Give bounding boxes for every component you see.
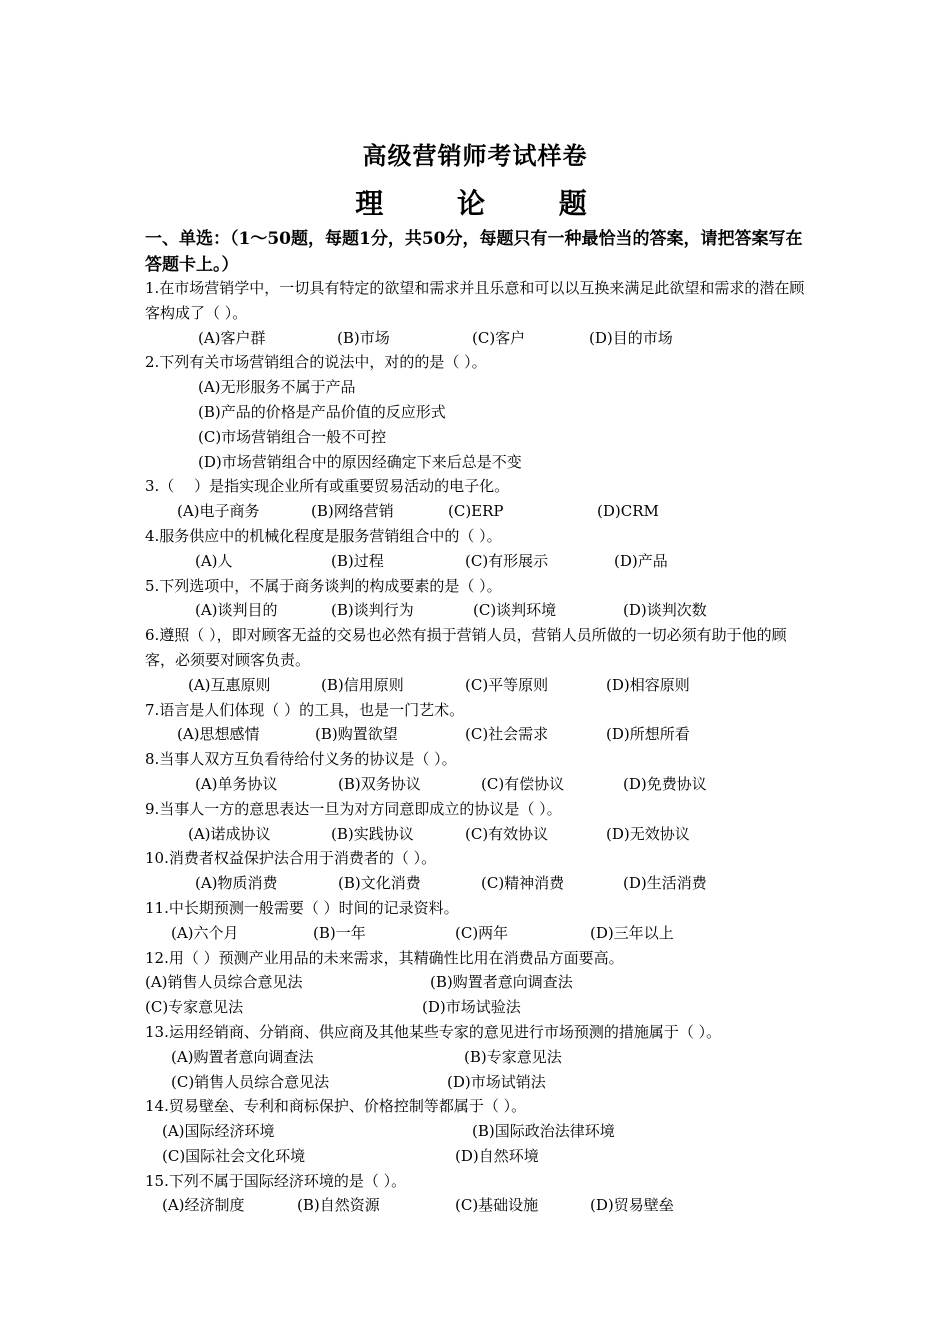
option: (A)电子商务: [177, 502, 260, 521]
option: (D)谈判次数: [623, 601, 707, 620]
option: (C)两年: [455, 923, 509, 942]
option: (A)无形服务不属于产品: [198, 378, 356, 397]
option: (D)目的市场: [589, 328, 673, 347]
option: (D)三年以上: [590, 923, 674, 942]
question-stem: 5.下列选项中，不属于商务谈判的构成要素的是（ ）。: [145, 576, 502, 595]
option: (B)国际政治法律环境: [472, 1122, 615, 1141]
option: (B)购置者意向调查法: [430, 973, 573, 992]
option: (C)销售人员综合意见法: [171, 1072, 330, 1091]
option-row: [145, 1193, 815, 1218]
option: (C)谈判环境: [473, 601, 557, 620]
option: (B)购置欲望: [315, 725, 398, 744]
option: (A)谈判目的: [195, 601, 278, 620]
option: (D)市场试验法: [422, 998, 521, 1017]
option: (A)诺成协议: [188, 824, 271, 843]
option: (B)谈判行为: [331, 601, 414, 620]
question-stem: 7.语言是人们体现（ ）的工具，也是一门艺术。: [145, 700, 465, 719]
option: (A)物质消费: [195, 874, 278, 893]
option-row: [145, 822, 815, 847]
option: (B)市场: [337, 328, 390, 347]
option: (B)产品的价格是产品价值的反应形式: [198, 402, 446, 421]
option: (D)无效协议: [606, 824, 690, 843]
option-row: [145, 995, 815, 1020]
option: (B)双务协议: [338, 774, 421, 793]
option: (A)经济制度: [162, 1196, 245, 1215]
option: (C)基础设施: [455, 1196, 539, 1215]
option: (D)市场营销组合中的原因经确定下来后总是不变: [198, 452, 522, 471]
option: (A)单务协议: [195, 774, 278, 793]
question-stem: 10.消费者权益保护法合用于消费者的（ ）。: [145, 849, 437, 868]
option-row: [145, 772, 815, 797]
question-stem: 2.下列有关市场营销组合的说法中，对的的是（ ）。: [145, 353, 487, 372]
option: (D)所想所看: [606, 725, 690, 744]
section-heading: 一、单选：（1～50题，每题1分，共50分，每题只有一种最恰当的答案，请把答案写在答题卡上。）: [145, 229, 803, 275]
option: (C)国际社会文化环境: [162, 1146, 306, 1165]
option-row: [145, 921, 815, 946]
option: (C)有偿协议: [481, 774, 565, 793]
option-row: [145, 1144, 815, 1169]
exam-title: 高级营销师考试样卷: [362, 141, 588, 170]
option: (A)客户群: [198, 328, 266, 347]
question-stem: 12.用（ ）预测产业用品的未来需求，其精确性比用在消费品方面要高。: [145, 948, 624, 967]
option: (A)购置者意向调查法: [171, 1047, 314, 1066]
option: (C)有效协议: [465, 824, 549, 843]
option-row: [145, 326, 815, 351]
option: (B)网络营销: [311, 502, 394, 521]
option-row: [145, 598, 815, 623]
option: (A)国际经济环境: [162, 1122, 275, 1141]
option: (C)有形展示: [465, 551, 549, 570]
option-row: [145, 722, 815, 747]
question-list: [145, 276, 815, 1218]
option: (C)社会需求: [465, 725, 549, 744]
option: (C)平等原则: [465, 675, 549, 694]
option: (C)ERP: [448, 502, 504, 521]
option-row: [145, 871, 815, 896]
option: (D)免费协议: [623, 774, 707, 793]
question-stem: 11.中长期预测一般需要（ ）时间的记录资料。: [145, 898, 459, 917]
option-row: [145, 549, 815, 574]
option: (B)自然资源: [297, 1196, 380, 1215]
question-stem: 9.当事人一方的意思表达一旦为对方同意即成立的协议是（ ）。: [145, 799, 562, 818]
option: (C)市场营销组合一般不可控: [198, 427, 387, 446]
question-stem: 8.当事人双方互负看待给付义务的协议是（ ）。: [145, 750, 457, 769]
question-stem: 3.（ ）是指实现企业所有或重要贸易活动的电子化。: [145, 477, 510, 496]
exam-subtitle: 理 论 题: [355, 187, 619, 220]
option: (A)人: [195, 551, 233, 570]
option: (A)销售人员综合意见法: [145, 973, 303, 992]
option: (D)自然环境: [455, 1146, 539, 1165]
option: (D)产品: [614, 551, 668, 570]
option: (A)思想感情: [177, 725, 260, 744]
question-stem: 6.遵照（ ），即对顾客无益的交易也必然有损于营销人员，营销人员所做的一切必须有助于他的顾客，必须要对顾客负责。: [145, 626, 787, 669]
option-row: [145, 1045, 815, 1070]
option-row: [145, 673, 815, 698]
option: (B)过程: [331, 551, 384, 570]
option: (B)一年: [313, 923, 366, 942]
option: (D)CRM: [597, 502, 659, 521]
option-row: [145, 970, 815, 995]
question-stem: 1.在市场营销学中，一切具有特定的欲望和需求并且乐意和可以以互换来满足此欲望和需求的潜在顾客构成了（ ）。: [145, 279, 805, 322]
option: (C)专家意见法: [145, 998, 244, 1017]
option: (D)相容原则: [606, 675, 690, 694]
option: (A)六个月: [171, 923, 239, 942]
option: (B)文化消费: [338, 874, 421, 893]
option: (B)专家意见法: [464, 1047, 562, 1066]
option-row: [145, 1119, 815, 1144]
option: (C)精神消费: [481, 874, 565, 893]
question-stem: 4.服务供应中的机械化程度是服务营销组合中的（ ）。: [145, 526, 502, 545]
question-stem: 14.贸易壁垒、专利和商标保护、价格控制等都属于（ ）。: [145, 1097, 527, 1116]
question-stem: 13.运用经销商、分销商、供应商及其他某些专家的意见进行市场预测的措施属于（ ）。: [145, 1022, 722, 1041]
option: (D)市场试销法: [447, 1072, 546, 1091]
option: (A)互惠原则: [188, 675, 271, 694]
option: (D)生活消费: [623, 874, 707, 893]
option: (B)实践协议: [331, 824, 414, 843]
option: (C)客户: [472, 328, 526, 347]
question-stem: 15.下列不属于国际经济环境的是（ ）。: [145, 1171, 407, 1190]
option: (B)信用原则: [321, 675, 404, 694]
option-row: [145, 1070, 815, 1095]
option-row: [145, 499, 815, 524]
option: (D)贸易壁垒: [590, 1196, 674, 1215]
